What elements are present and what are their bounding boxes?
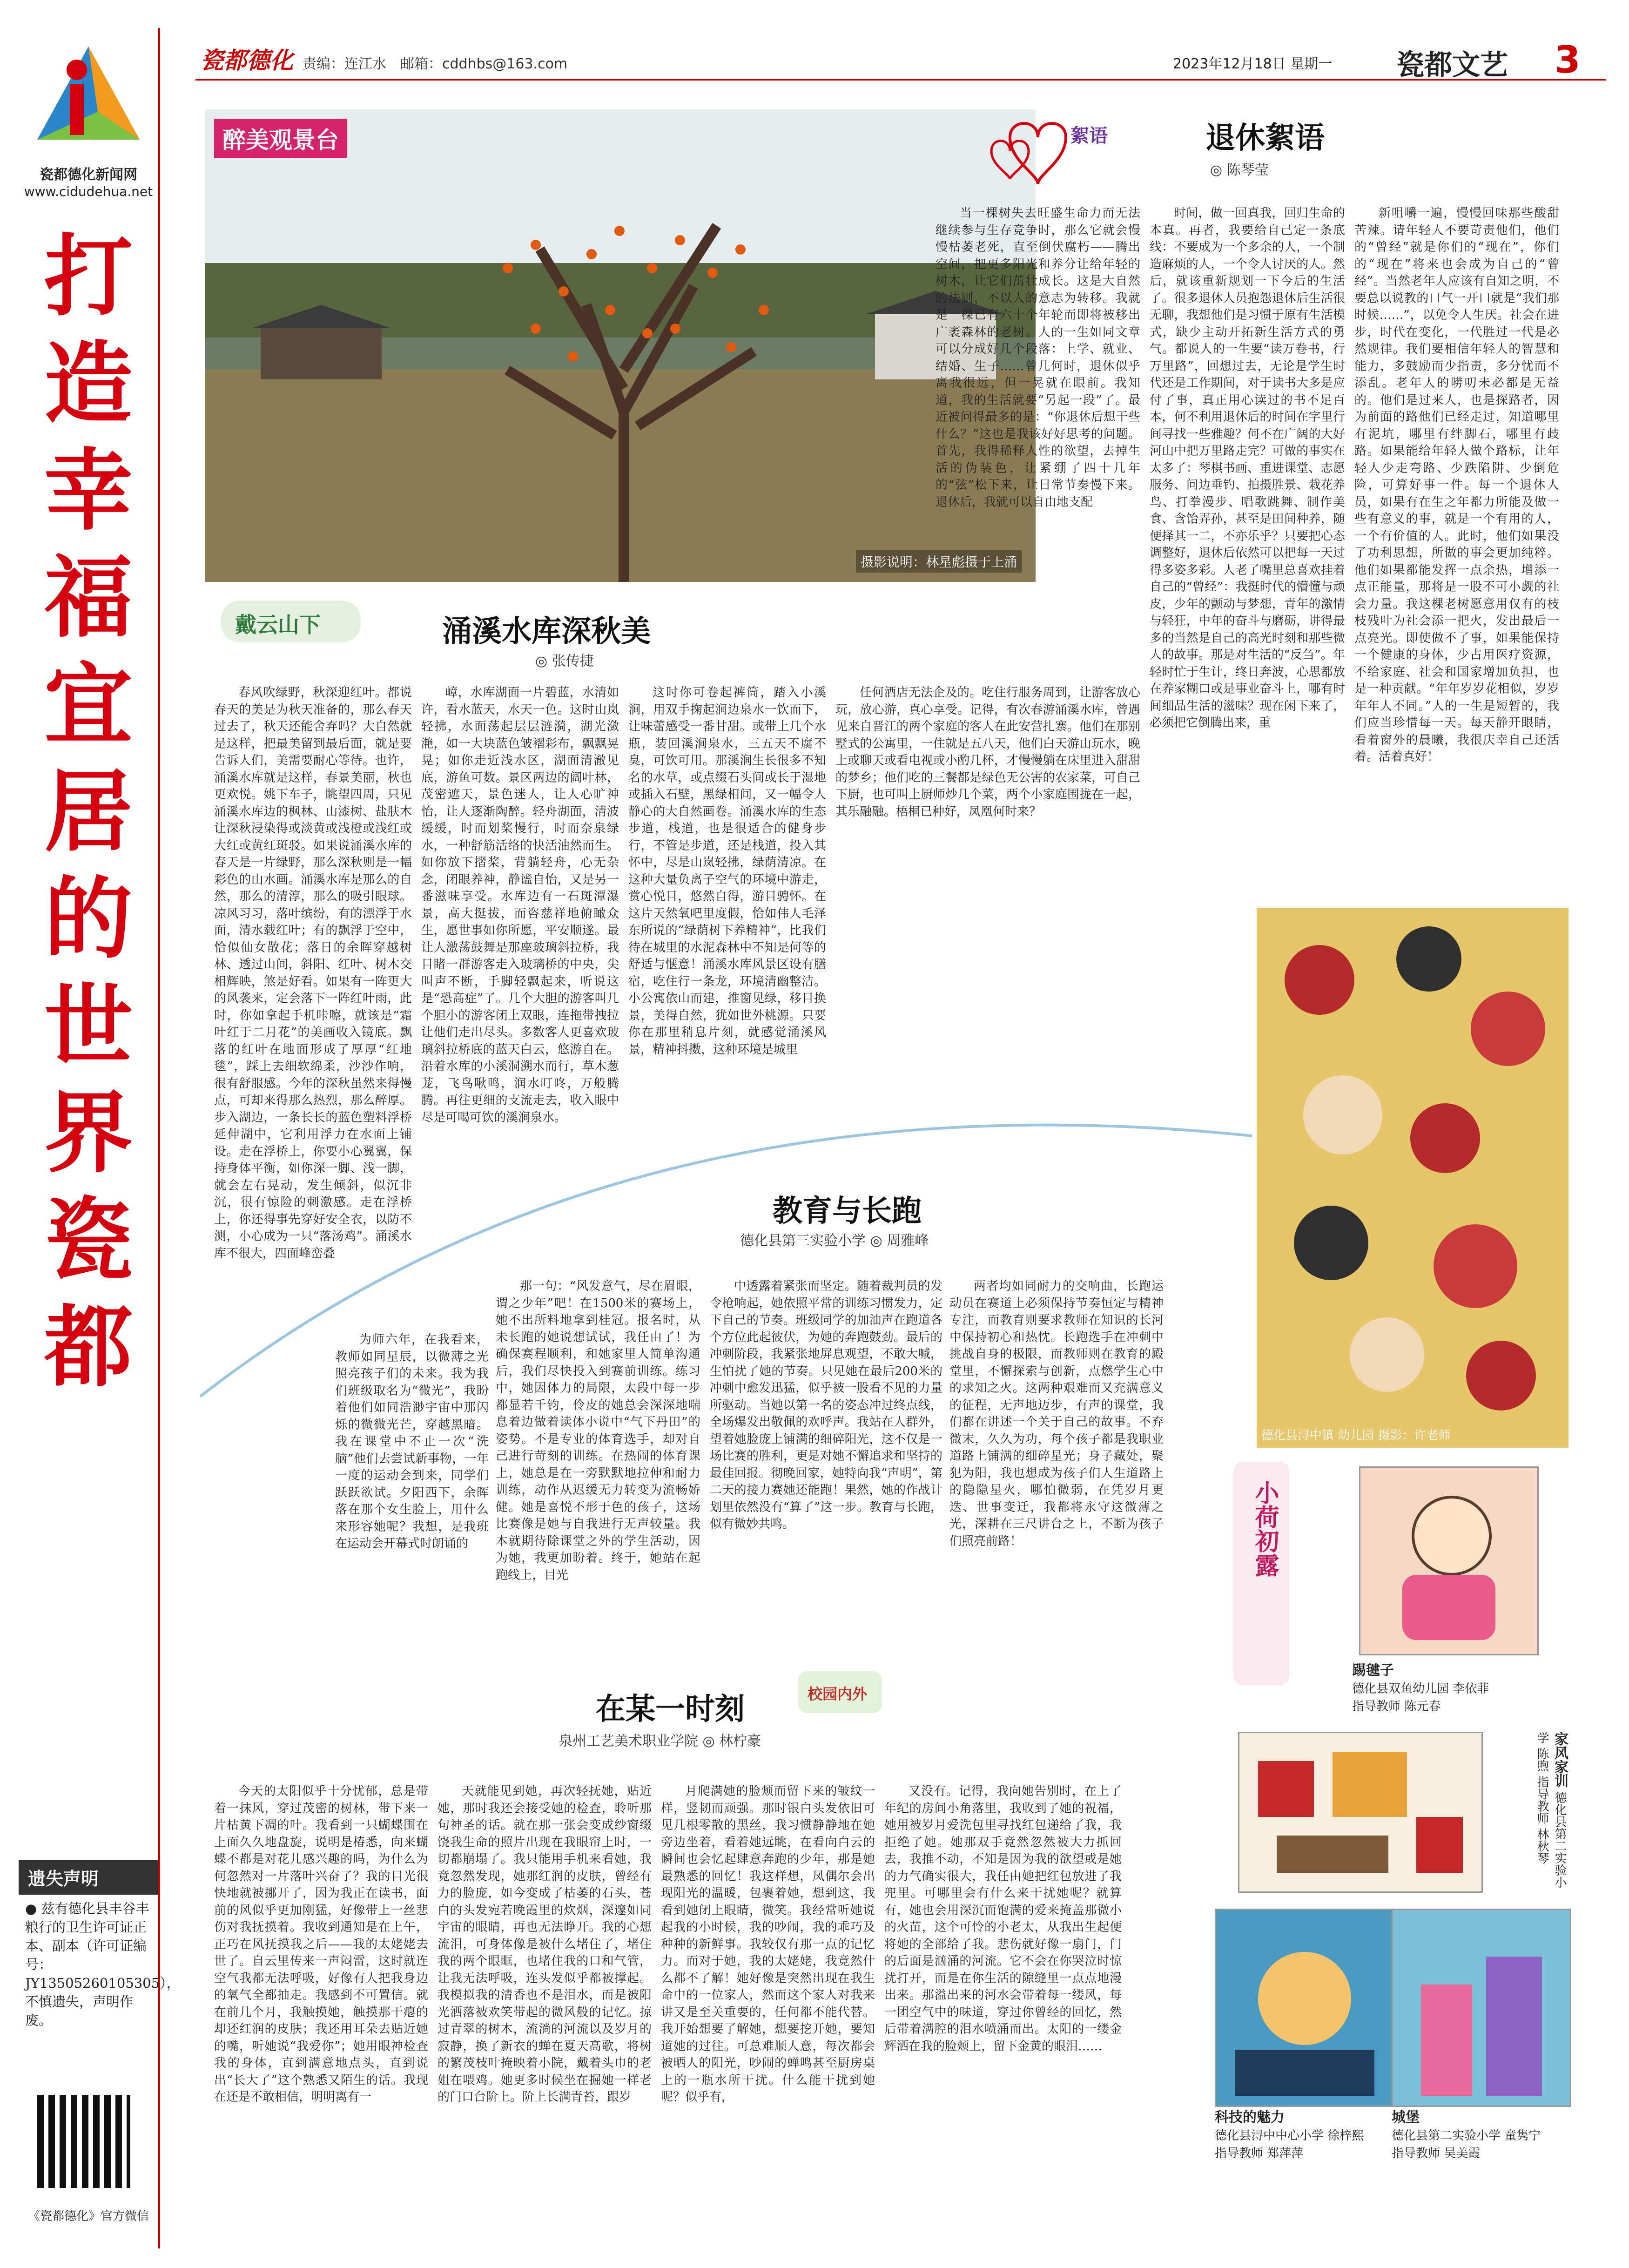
artwork-caption (1489, 1732, 1568, 1890)
section-title: 瓷都文艺 (1396, 49, 1508, 81)
photo-tag: 醉美观景台 (214, 119, 347, 158)
article-column (335, 1331, 489, 1657)
section-label (221, 601, 361, 642)
slogan-char: 居 (44, 761, 133, 864)
article-column (438, 1783, 652, 2258)
art-section-label (1233, 1462, 1289, 1685)
article-column (421, 684, 619, 1150)
article-column (949, 1278, 1164, 1650)
article-column (1150, 205, 1345, 889)
article-byline: ◎ 陈琴莹 (1210, 162, 1269, 178)
article-column (214, 1783, 428, 2258)
landscape-photo (205, 109, 1036, 582)
article-column (936, 205, 1140, 652)
article-column (496, 1278, 700, 1650)
article-text: 天就能见到她，再次轻抚她，贴近她，那时我还会接受她的检查，聆听那句神圣的话。就在那一张会变成纱窗缀饶我生命的照片出现在我眼帘上时，一切都崩塌了。我只能用手机来看她，我竟忽然发现，她那红润的皮肤，曾经有力的脸庞，如今变成了枯萎的石头，苍白的头发宛若晚霞里的炊烟，深邃如同宇宙的眼睛，再也无法睁开。我的心想流泪，可身体像是被什么堵住了，堵住我的两个眼眶，也堵住我的口和气管，让我无法呼吸，连头发似乎都被撑起。我模拟我的清香也不是泪水，而是被阳光洒落被欢笑带起的微风般的记忆。掠过青翠的树木，流淌的河流以及岁月的寂静，换了新衣的蝉在夏天高歌，将树的繁茂枝叶掩映着小院，戴着头巾的老姐在喂鸡。她更多时候坐在掘她一样老的门口台阶上。阶上长满青苔，跟岁 (438, 1784, 652, 2104)
article-text: 任何酒店无法企及的。吃住行服务周到，让游客放心玩，放心游，真心享受。记得，有次春游涌溪水库，曾遇见来自晋江的两个家庭的客人在此安营扎寨。他们在那别墅式的公寓里，一住就是五八天，他们白天游山玩水，晚上或聊天或看电视或小酌几杯，才慢慢躺在床里进入甜甜的梦乡；他们吃的三餐都是绿色无公害的农家菜，可自己下厨，也可叫上厨师炒几个菜，两个小家庭围拢在一起，其乐融融。梧桐已种好，凤凰何时来？ (835, 686, 1140, 819)
artwork-school: 德化县双鱼幼儿园 (1352, 1682, 1449, 1696)
artwork-title: 城堡 (1392, 2109, 1420, 2126)
qr-caption: 《瓷都德化》官方微信 (27, 2209, 149, 2223)
section-label-text: 絮语 (1070, 125, 1108, 147)
artwork-student: 李依菲 (1453, 1682, 1489, 1696)
artwork-student: 陈煦 (1535, 1748, 1549, 1772)
artwork-school: 德化县第二实验小学 (1535, 1732, 1567, 1889)
article-text: 那一句：“风发意气，尽在眉眼，谓之少年”吧！在1500米的赛场上，她不出所料地拿到桂冠。报名时，从未长跑的她说想试试，我任由了！为确保赛程顺利，和她家里人简单沟通后，我们尽快投入到赛前训练。练习中，她因体力的局限，太段中每一步都显若千钧，伶皮的她总会深深地喘息着边做着读体小说中“气下丹田”的姿势。不是专业的体育选手，却对自己进行苛刻的训练。在热闹的体育课上，她总是在一旁默默地拉伸和耐力训练，动作从迟缓无力转变为流畅娇健。她是喜悦不形于色的孩子，这场比赛像是她与自我进行无声较量。我本就期待除课堂之外的学生活动，因为她，我更加盼着。终于，她站在起跑线上，目光 (496, 1279, 700, 1582)
article-column (661, 1783, 875, 2258)
slogan-char: 界 (44, 1082, 133, 1185)
article-title: 教育与长跑 (773, 1194, 922, 1228)
section-label-text: 校园内外 (808, 1685, 868, 1703)
artwork-image (1359, 1466, 1539, 1655)
article-text: 嶂，水库湖面一片碧蓝，水清如许，看水蓝天，水天一色。这时山岚轻拂，水面荡起层层涟漪，湖光潋滟，如一大块蓝色皱褶彩布，飘飘晃晃；如你走近浅水区，湖面清澈见底，游鱼可数。景区两边的阔叶林，茂密遮天，景色迷人，让人心旷神怡，让人逐渐陶醉。轻舟湖面，清波缓缓，时而划桨慢行，时而奈泉绿水，一种舒筋活络的快活油然而生。如你放下摺桨，背躺轻舟，心无杂念，闭眼养神，静谧自怡，又是另一番滋味享受。水库边有一石斑潭瀑景，高大挺拔，而咨慈祥地俯瞰众生，愿世事如你所愿，平安顺遂。最让人激荡鼓舞是那座玻璃斜拉桥，我目睹一群游客走入玻璃桥的中央，尖叫声不断，手脚轻飘起来，听说这是“恐高症”了。几个大胆的游客叫几个胆小的游客闭上双眼，连拖带拽拉让他们走出尽头。多数客人更喜欢玻璃斜拉桥底的蓝天白云，悠游自在。沿着水库的小溪洞溯水而行，草木葱茏，飞鸟啾鸣，润水叮咚，万般腾腾。再往更细的支流走去，收入眼中尽是可喝可饮的溪涧泉水。 (421, 686, 619, 1125)
article-text: 今天的太阳似乎十分忧郁，总是带着一抹风，穿过茂密的树林，带下来一片枯黄下凋的叶。我看到一只蝴蝶围在上面久久地盘旋，说明是椿悉，向来蝴蝶不都是对花儿感兴趣的吗，为什么为何忽然对一片落叶兴奋了？我的目光很快地就被挪开了，因为我正在读书，面前的风似乎更加刚猛，好像带上一丝悲伤对我抚摸着。我收到通知是在上午，正巧在风抚摸我之后——我的太姥姥去世了。自云里传来一声闷雷，这时就连空气我都无法呼吸，好像有人把我身边的氧气全都抽走。我感到不可置信。就在前几个月，我触摸她，触摸那干瘪的却还红润的皮肤；我还用耳朵去贴近她的嘴，听她说“我爱你”；她用眼神检查我的身体，直到满意地点头，直到说出“长大了”这个熟悉又陌生的话。我现在还是不敢相信，明明离有一 (214, 1784, 428, 2104)
artwork-title: 踢毽子 (1352, 1662, 1394, 1679)
left-strip (19, 28, 180, 2248)
issue-date: 2023年12月18日 星期一 (1173, 56, 1333, 72)
slogan-char: 幸 (44, 439, 133, 542)
artwork-title: 科技的魅力 (1215, 2109, 1285, 2126)
article-text: 新咀嚼一遍，慢慢回味那些酸甜苦辣。请年轻人不要苛责他们，他们的“曾经”就是你们的“现在”，你们的“现在”将来也会成为自己的“曾经”。当然老年人应该有自知之明，不要总以说教的口气一开口就是“我们那时候……”，以免令人生厌。社会在进步，时代在变化，一代胜过一代是必然规律。我们要相信年轻人的智慧和能力，多鼓励而少指责，多分忧而不添乱。老年人的唠叨未必都是无益的。他们是过来人，也是探路者，因为前面的路他们已经走过，知道哪里有泥坑，哪里有绊脚石，哪里有歧路。如果能给年轻人做个路标，让年轻人少走弯路、少跌陷阱、少倒危险，可算好事一件。每一个退休人员，如果有在生之年都力所能及做一些有意义的事，就是一个有用的人，一个有价值的人。此时，他们如果没了功利思想，所做的事会更加纯粹。他们如果都能发挥一点余热，增添一点正能量，那将是一股不可小觑的社会力量。我这棵老树愿意用仅有的枝枝残叶为社会添一把火，发出最后一点亮光。即使做不了事，如果能保持一个健康的身体，少占用医疗资源，不给家庭、社会和国家增加负担，也是一种贡献。“年年岁岁花相似，岁岁年年人不同。”人的一生是短暂的，我们应当珍惜每一天。每天静开眼睛，看着窗外的晨曦，我很庆幸自己还活着。活着真好！ (1354, 206, 1559, 764)
app-logo-icon (33, 42, 144, 154)
tree-illustration-icon (205, 109, 1036, 582)
article-column (884, 1783, 1122, 2258)
artwork-teacher: 指导教师 郑萍萍 (1215, 2146, 1304, 2160)
artwork-teacher: 指导教师 吴美霞 (1392, 2146, 1481, 2160)
editor-info: 责编：连江水 邮箱：cddhbs@163.com (303, 56, 568, 72)
article-byline: 泉州工艺美术职业学院 ◎ 林柠豪 (559, 1733, 761, 1749)
artwork-image (1238, 1732, 1483, 1893)
article-text: 两者均如同耐力的交响曲，长跑运动员在赛道上必须保持节奏恒定与精神专注，而教育则要求教师在知识的长河中保持初心和热忱。长跑选手在冲刺中挑战自身的极限，而教师则在教育的殿堂里，不懈探索与创新，点燃学生心中的求知之火。这两种艰难而又充满意义的征程，无声地迈步，有声的课堂，我们都在讲述一个关于自己的故事。不弃微末，久久为功，每个孩子都是我职业道路上铺满的细碎星光；身子藏处，聚犯为阳，我也想成为孩子们人生道路上的隐隐星火，哪怕微弱，在凭岁月更迭、世事变迁，我都将永守这微薄之光，深耕在三尺讲台之上，不断为孩子们照亮前路！ (949, 1279, 1164, 1548)
article-text: 月爬满她的脸颊而留下来的皱纹一样，竖韧而顽强。那时银白头发依旧可见几根零散的黑丝，我习惯静静地在她旁边坐着，看着她远眺，在看向白云的瞬间也会忆起肆意奔跑的少年，那是她最熟悉的回忆！我这样想，凤偶尔会出现阳光的温暖，包裹着她，想到这，我看到她闭上眼睛，微笑。我经常听她说起我的小时候，我的吵闹，我的乖巧及种种的新鲜事。我较仅有那一点的记忆力。而对于她，我的太姥姥，我竟然什么都不了解！她好像是突然出现在我生命中的一位家人，然而这个家人对我来讲又是至关重要的，任何都不能代替。我开始想要了解她，想要挖开她，要知道她的过往。可总难顺人意，每次都会被晒人的阳光，吵闹的蝉鸣甚至厨房桌上的一瓶水所干扰。什么能干扰到她呢？似乎有， (661, 1784, 875, 2104)
page-header (195, 38, 1606, 81)
lost-notice-text: ● 兹有德化县丰谷丰粮行的卫生许可证正本、副本（许可证编号：JY13505260105305），不慎遗失，声明作废。 (25, 1901, 180, 2028)
lost-notice (19, 1860, 180, 2030)
artwork-title: 家风家训 (1552, 1732, 1568, 1788)
article-text: 为师六年，在我看来，教师如同星辰，以微薄之光照亮孩子们的未来。我为我们班级取名为“微光”，我盼着他们如同浩渺宇宙中那闪烁的微微光芒，穿越黑暗。我在课堂中不止一次“洗脑”他们去尝试新事物，一年一度的运动会到来，同学们跃跃欲试。夕阳西下，余晖落在那个女生脸上，用什么来形容她呢？我想，是我班在运动会开幕式时朗诵的 (335, 1333, 489, 1551)
article-text: 这时你可卷起裤筒，踏入小溪涧，用双手掬起涧边泉水一饮而下，让味蕾感受一番甘甜。或带上几个水瓶，装回溪涧泉水，三五天不腐不臭，可饮可用。那溪涧生长很多不知名的水草，或点缀石头间或长于湿地或插入石壁，黑绿相间，又一幅令人静心的大自然画卷。涌溪水库的生态步道，栈道，也是很适合的健身步行，不管是步道，还是栈道，投入其怀中，尽是山岚轻拂，绿荫清凉。在这种大量负离子空气的环境中游走，赏心悦目，悠然自得，游目骋怀。在这片天然氧吧里度假，恰如伟人毛泽东所说的“绿荫树下养精神”，比我们待在城里的水泥森林中不知是何等的舒适与惬意！涌溪水库风景区设有膳宿，吃住行一条龙，环境清幽整洁。小公寓依山而建，推窗见绿，移目换景，美得自然，犹如世外桃源。只要你在那里稍息片刻，就感觉涌溪风景，精神抖擞，这种环境是城里 (628, 686, 826, 1057)
slogan-char: 世 (44, 975, 133, 1078)
artwork-teacher: 指导教师 陈元春 (1352, 1700, 1441, 1714)
slogan-char: 都 (44, 1296, 133, 1399)
artwork-image (1392, 1909, 1571, 2107)
slogan-char: 瓷 (44, 1189, 133, 1292)
section-label (798, 1671, 882, 1713)
photo-caption: 摄影说明：林星彪摄于上涌 (856, 550, 1022, 573)
artwork-school: 德化县第二实验小学 (1392, 2129, 1501, 2143)
slogan-char: 福 (44, 547, 133, 649)
app-url[interactable]: www.cidudehua.net (24, 184, 153, 199)
article-text: 又没有。记得，我向她告别时，在上了年纪的房间小角落里，我收到了她的祝福，她用被岁月爱洗包里寻找红包递给了我，我拒绝了她。她那双手竟然忽然被大力抓回去，我推不动，不知是因为我的欲望或是她的力气确实很大，我任由她把红包放进了我兜里。可哪里会有什么来干扰她呢？就算有，她也会用深沉而饱满的爱来掩盖那微小的火苗，这个可怜的小老太，从我出生起便将她的全部给了我。悲伤就好像一扇门，门的后面是汹涌的河流。它不会在你哭泣时惊扰打开，而是在你生活的隙缝里一点点地漫出来。那溢出来的河水会带着每一缕风，每一团空气中的味道，穿过你曾经的回忆，然后带着满腔的泪水喷涌而出。太阳的一缕金辉洒在我的脸颊上，留下金黄的眼泪…… (884, 1784, 1122, 2053)
app-name: 瓷都德化新闻网 (40, 167, 137, 183)
article-text: 时间，做一回真我，回归生命的本真。再者，我要给自己定一条底线：不要成为一个多余的人，一个制造麻烦的人，一个令人讨厌的人。然后，就该重新规划一下今后的生活了。很多退休人员抱怨退休后生活很无聊，我想他们是习惯于原有生活模式，缺少主动开拓新生活方式的勇气。都说人的一生要“读万卷书，行万里路”，回想过去，无论是学生时代还是工作期间，对于读书大多是应付了事，真正用心读过的书不足百本，何不利用退休后的时间在字里行间寻找一些雅趣？何不在广阔的大好河山中把万里路走完？可做的事实在太多了：琴棋书画、重进课堂、志愿服务、问边垂钓、拍摄胜景、栽花养鸟、打拳漫步、唱歌跳舞、制作美食、含饴弄孙，甚至是田间种养，随便择其一二，不亦乐乎？只要把心态调整好，退休后依然可以把每一天过得多姿多彩。人老了嘴里总喜欢挂着自己的“曾经”：我挺时代的懵懂与顽皮，少年的颤动与梦想，青年的激情与轻狂，中年的奋斗与磨砺，讲得最多的当然是自己的高光时刻和那些微人的故事。那是对生活的“反刍”。年轻时忙于生计，终日奔波，心思都放在养家糊口或是事业奋斗上，哪有时间细品生活的滋味？现在闲下来了，必须把它倒腾出来，重 (1150, 206, 1345, 730)
article-title: 在某一时刻 (596, 1692, 745, 1727)
artwork-student: 徐梓熙 (1327, 2129, 1364, 2143)
article-title: 涌溪水库深秋美 (442, 614, 651, 649)
article-text: 春风吹绿野，秋深迎红叶。都说春天的美是为秋天准备的，那么春天过去了，秋天还能舍弃吗？大自然就是这样，把最美留到最后面，就是要告诉人们，美需要耐心等待。也许，涌溪水库就是这样，春景美丽，秋也更欢悦。姚下车子，眺望四周，只见涌溪水库边的枫林、山漆树、盐肤木让深秋浸染得或淡黄或浅橙或浅红或大红或黄红斑驳。如果说涌溪水库的春天是一片绿野，那么深秋则是一幅彩色的山水画。涌溪水库是那么的自然，那么的清淳，那么的吸引眼球。凉风习习，落叶缤纷，有的漂浮于水面，清水载红叶；有的飘浮于空中，恰似仙女散花；落日的余晖穿越树林、透过山间，斜阳、红叶、树木交相辉映，煞是好看。如果有一阵更大的风袭来，定会落下一阵红叶雨，此时，你如拿起手机咔嚓，就该是“霜叶红于二月花”的美画收入镜底。飘落的红叶在地面形成了厚厚“红地毯”，踩上去细软绵柔，沙沙作响，很有舒服感。今年的深秋虽然来得慢点，可却来得那么热烈，那么醉厚。步入湖边，一条长长的蓝色塑料浮桥延伸湖中，它利用浮力在水面上铺设。走在浮桥上，你要小心翼翼，保持身体平衡，如你深一脚、浅一脚，就会左右晃动，发生倾斜，似沉非沉，很有惊险的刺激感。走在浮桥上，你还得事先穿好安全衣，以防不测，小心成为一只“落汤鸡”。涌溪水库不很大，四面峰峦叠 (214, 686, 412, 1261)
lost-notice-title: 遗失声明 (19, 1860, 158, 1895)
slogan (19, 223, 158, 1401)
artwork-caption (1215, 2109, 1364, 2162)
slogan-char: 的 (44, 868, 133, 971)
article-text: 当一棵树失去旺盛生命力而无法继续参与生存竞争时，那么它就会慢慢枯萎老死，直至倒伏腐朽——腾出空间，把更多阳光和养分让给年轻的树木，让它们茁壮成长。这是大自然的法则，不以人的意志为转移。我就是一棵已有六十个年轮而即将被移出广袤森林的老树。人的一生如同文章可以分成好几个段落：上学、就业、结婚、生子……曾几何时，退休似乎离我很远，但一晃就在眼前。我知道，我的生活就要“另起一段”了。最近被问得最多的是：“你退休后想干些什么？”这也是我该好好思考的问题。首先，我得稀释人性的欲望，去掉生活的伪装色，让紧绷了四十几年的“弦”松下来，让日常节奏慢下来。退休后，我就可以自由地支配 (936, 206, 1140, 509)
article-byline: 德化县第三实验小学 ◎ 周雅峰 (740, 1233, 929, 1249)
kids-photo (1257, 908, 1568, 1448)
slogan-char: 打 (44, 225, 133, 328)
artwork-school: 德化县浔中中心小学 (1215, 2129, 1324, 2143)
article-column (628, 684, 826, 1094)
slogan-char: 造 (44, 332, 133, 435)
article-column (835, 684, 1140, 1047)
masthead: 瓷都德化 (200, 47, 293, 74)
article-column (710, 1278, 942, 1650)
qr-code-icon[interactable] (37, 2095, 130, 2188)
section-label-text: 戴云山下 (235, 612, 321, 637)
artwork-image (1215, 1909, 1394, 2107)
artwork-caption (1392, 2109, 1541, 2162)
artwork-teacher: 指导教师 林秋琴 (1535, 1775, 1549, 1864)
artwork-caption (1352, 1662, 1489, 1715)
article-byline: ◎ 张传捷 (535, 653, 594, 669)
photo-caption: 德化县浔中镇 幼儿园 摄影：许老师 (1261, 1429, 1451, 1443)
article-text: 中透露着紧张而坚定。随着裁判员的发令枪响起，她依照平常的训练习惯发力，定下自己的节奏。班级同学的加油声在跑道各个方位此起彼伏，为她的奔跑鼓劲。最后的冲刺阶段，我紧张地屏息观望，不敢大喊，生怕扰了她的节奏。只见她在最后200米的冲刺中愈发迅猛，似乎被一股看不见的力量所驱动。当她以第一名的姿态冲过终点线，全场爆发出敬佩的欢呼声。我站在人群外，望着她脸庞上铺满的细碎阳光，这不仅是一场比赛的胜利，更是对她不懈追求和坚持的最佳回报。彻晚回家，她特向我“声明”，第二天的接力赛她还能跑！果然，她的作战计划里依然没有“算了”这一步。教育与长跑，似有微妙共鸣。 (710, 1279, 942, 1531)
art-section-label-text: 小荷初露 (1251, 1480, 1279, 1577)
artwork-student: 童隽宁 (1504, 2129, 1541, 2143)
article-column (1354, 205, 1559, 829)
page-number: 3 (1555, 38, 1581, 81)
article-title: 退休絮语 (1205, 121, 1325, 155)
slogan-char: 宜 (44, 654, 133, 756)
